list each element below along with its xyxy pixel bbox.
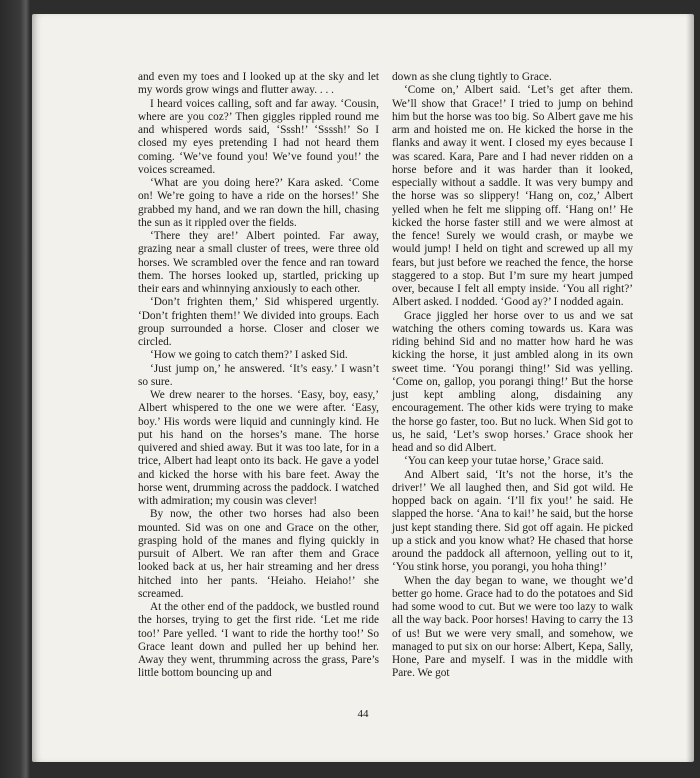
paragraph: and even my toes and I looked up at the sky and let my words grow wings and flutter away. . . . [138, 71, 379, 97]
paragraph: down as she clung tightly to Grace. [392, 71, 552, 83]
paragraph: I heard voices calling, soft and far away. ‘Cousin, where are you coz?’ Then giggles rippled round me and whispered words said, ‘Sssh!’ ‘Ssssh!’ So I closed my eyes pretending I had not heard them coming. ‘We’ve found you! We’ve found you!’ the voices screamed. [138, 97, 379, 176]
left-text-column [138, 71, 379, 681]
paragraph: And Albert said, ‘It’s not the horse, it’s the driver!’ We all laughed then, and Sid got wild. He hopped back on again. ‘I’ll fix you!’ he said. He slapped the horse. ‘Ana to kai!’ he said, but the horse just kept standing there. Sid got off again. He picked up a stick and you know what? He chased that horse around the paddock all afternoon, yelling out to it, ‘You stink horse, you porangi, you hoha thing!’ [392, 468, 633, 574]
paragraph: ‘How we going to catch them?’ I asked Sid. [150, 349, 348, 362]
page-edge-shadow [686, 14, 694, 762]
paragraph: When the day began to wane, we thought we’d better go home. Grace had to do the potatoes and Sid had some wood to cut. But we were too lazy to walk all the way back. Poor horses! Having to carry the 13 of us! But we were very small, and somehow, we managed to put six on our horse: Albert, Kepa, Sally, Hone, Pare and myself. I was in the middle with Pare. We got [392, 574, 633, 680]
paragraph: We drew nearer to the horses. ‘Easy, boy, easy,’ Albert whispered to the one we were after. ‘Easy, boy.’ His words were liquid and cunningly kind. He put his hand on the horses’s mane. The horse quivered and shied away. But it was too late, for in a trice, Albert had leapt onto its back. He gave a yodel and kicked the horse with his bare feet. Away the horse went, drumming across the paddock. I watched with admiration; my cousin was clever! [138, 389, 379, 507]
paragraph: By now, the other two horses had also been mounted. Sid was on one and Grace on the other, grasping hold of the manes and flying quickly in pursuit of Albert. We ran after them and Grace looked back at us, her hair streaming and her dress hitched into her pants. ‘Heiaho. Heiaho!’ she screamed. [138, 508, 379, 600]
paragraph: ‘Come on,’ Albert said. ‘Let’s get after them. We’ll show that Grace!’ I tried to jump on behind him but the horse was too big. So Albert gave me his arm and hoisted me on. He kicked the horse in the flanks and away it went. I closed my eyes because I was scared. Kara, Pare and I had never ridden on a horse before and it was harder than it looked, especially without a saddle. It was very bumpy and the horse was so slippery! ‘Hang on, coz,’ Albert yelled when he felt me slipping off. ‘Hang on!’ He kicked the horse faster still and we were almost at the fence! Surely we would crash, or maybe we would jump! I held on tight and screwed up all my fears, but just before we reached the fence, the horse staggered to a stop. But I’m sure my heart jumped over, because I felt all empty inside. ‘You all right?’ Albert asked. I nodded. ‘Good ay?’ I nodded again. [392, 84, 633, 309]
paragraph: ‘There they are!’ Albert pointed. Far away, grazing near a small cluster of trees, were three old horses. We scrambled over the fence and ran toward them. The horses looked up, startled, pricking up their ears and whinnying anxiously to each other. [138, 230, 379, 295]
paragraph: Grace jiggled her horse over to us and we sat watching the others coming towards us. Kara was riding behind Sid and no matter how hard he was kicking the horse, it just ambled along in its own sweet time. ‘You porangi thing!’ Sid was yelling. ‘Come on, gallop, you porangi thing!’ But the horse just kept ambling along, disdaining any encouragement. The other kids were trying to make the horse go faster, too. But no luck. When Sid got to us, he said, ‘Let’s swop horses.’ Grace shook her head and so did Albert. [392, 309, 633, 454]
paragraph: At the other end of the paddock, we bustled round the horses, trying to get the first ride. ‘Let me ride too!’ Pare yelled. ‘I want to ride the horthy too!’ So Grace leant down and pulled her up behind her. Away they went, thrumming across the grass, Pare’s little bottom bouncing up and [138, 601, 379, 680]
book-page [32, 14, 694, 762]
paragraph: ‘Just jump on,’ he answered. ‘It’s easy.’ I wasn’t so sure. [138, 362, 379, 388]
paragraph: ‘What are you doing here?’ Kara asked. ‘Come on! We’re going to have a ride on the horses!’ She grabbed my hand, and we ran down the hill, chasing the sun as it rippled over the fields. [138, 177, 379, 229]
page-number: 44 [357, 708, 369, 720]
paragraph: ‘You can keep your tutae horse,’ Grace said. [404, 455, 604, 468]
right-text-column [392, 71, 633, 681]
paragraph: ‘Don’t frighten them,’ Sid whispered urgently. ‘Don’t frighten them!’ We divided into groups. Each group surrounded a horse. Closer and closer we circled. [138, 296, 379, 348]
